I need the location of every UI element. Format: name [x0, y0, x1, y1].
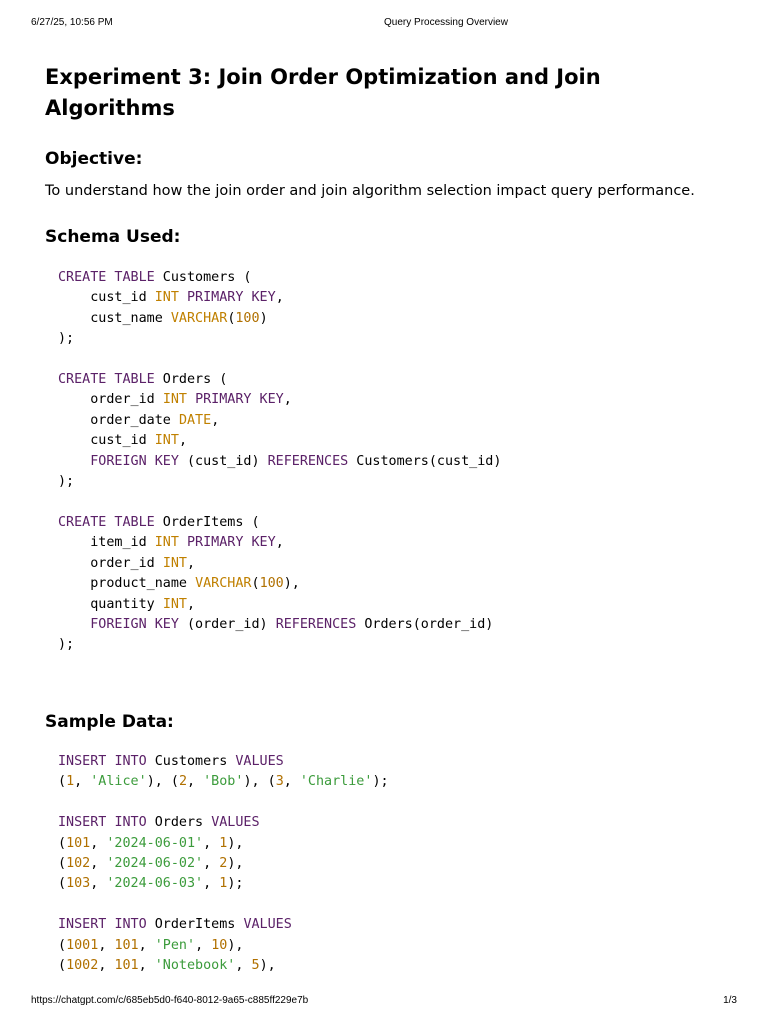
sql-text: ),: [283, 576, 300, 592]
sql-string: '2024-06-01': [106, 835, 204, 851]
sql-number: 1002: [66, 958, 99, 974]
sql-text: cust_id: [58, 433, 155, 449]
sql-keyword: INTO: [114, 815, 147, 831]
sql-text: Customers: [146, 754, 236, 769]
sql-text: item_id: [58, 535, 155, 551]
sql-text: );: [58, 331, 75, 347]
sql-type: INT: [154, 535, 179, 551]
sql-text: ,: [235, 958, 252, 974]
sql-text: (: [58, 835, 67, 851]
sql-number: 102: [66, 856, 91, 872]
sql-text: product_name: [58, 576, 196, 592]
sql-text: cust_name: [58, 310, 171, 326]
sql-text: (: [58, 774, 67, 790]
code-line: [58, 774, 389, 789]
page-title: Experiment 3: Join Order Optimization and Join Algorithms: [45, 65, 601, 120]
sql-text: ),: [227, 937, 244, 953]
sql-string: 'Bob': [203, 774, 244, 790]
sql-text: order_id: [58, 392, 163, 408]
sql-text: Orders (: [154, 372, 228, 388]
sql-text: ,: [203, 876, 220, 892]
sql-string: 'Alice': [90, 774, 147, 790]
sql-text: (: [58, 958, 67, 974]
sql-number: 1001: [66, 937, 99, 953]
sql-text: (: [58, 856, 67, 872]
code-line: [58, 454, 501, 469]
code-line: [58, 917, 292, 932]
sql-keyword: PRIMARY KEY: [187, 290, 276, 306]
sql-text: ,: [98, 958, 115, 974]
sql-text: );: [58, 637, 75, 653]
sql-text: [179, 290, 187, 305]
sql-keyword: VALUES: [211, 815, 260, 831]
sql-type: INT: [162, 596, 187, 612]
sql-text: );: [372, 774, 389, 790]
sql-text: ,: [90, 876, 107, 892]
code-line: [58, 311, 268, 326]
sql-number: 10: [211, 937, 228, 953]
sql-string: '2024-06-03': [106, 876, 204, 892]
sql-text: ,: [138, 958, 155, 974]
sql-text: [58, 454, 90, 469]
sql-number: 5: [251, 958, 260, 974]
sql-keyword: PRIMARY KEY: [187, 535, 276, 551]
code-line: [58, 413, 219, 428]
page-number: 1/3: [723, 995, 737, 1006]
code-line: [58, 433, 187, 448]
sql-text: [179, 535, 187, 550]
sql-number: 2: [219, 856, 228, 872]
sql-text: ), (: [243, 774, 276, 790]
sql-text: ,: [283, 774, 300, 790]
code-line: [58, 392, 292, 407]
code-line: [58, 372, 227, 387]
code-line: [58, 815, 260, 830]
sql-text: order_date: [58, 412, 179, 428]
sql-text: ,: [187, 555, 196, 571]
code-line: [58, 290, 284, 305]
sql-text: ,: [138, 937, 155, 953]
sql-keyword: INSERT: [58, 754, 107, 769]
sql-keyword: FOREIGN KEY: [90, 453, 179, 469]
sql-type: VARCHAR: [170, 310, 228, 326]
sql-keyword: VALUES: [235, 754, 284, 769]
sql-number: 100: [235, 310, 260, 326]
sql-text: ,: [178, 433, 187, 449]
sql-text: );: [58, 474, 75, 490]
sample-data-code-block: [58, 752, 389, 976]
code-line: [58, 876, 243, 891]
sql-text: (: [227, 310, 236, 326]
sql-text: ),: [259, 958, 276, 974]
document-body: [45, 62, 725, 974]
sql-keyword: INTO: [114, 754, 147, 769]
sql-text: ),: [227, 835, 244, 851]
sql-type: DATE: [178, 412, 212, 428]
sql-keyword: FOREIGN KEY: [90, 616, 179, 632]
sql-type: INT: [154, 433, 179, 449]
sql-number: 1: [219, 876, 228, 892]
sql-keyword: CREATE TABLE: [58, 270, 155, 285]
sql-number: 3: [275, 774, 284, 790]
sql-keyword: CREATE TABLE: [58, 372, 155, 388]
sql-text: (: [58, 937, 67, 953]
schema-code-block: [58, 268, 501, 656]
sql-text: (cust_id): [178, 453, 268, 469]
sql-text: OrderItems: [146, 917, 244, 933]
sql-text: Customers(cust_id): [348, 453, 502, 469]
sql-number: 101: [114, 958, 139, 974]
sql-text: ), (: [146, 774, 179, 790]
sql-text: ,: [187, 596, 196, 612]
print-url: https://chatgpt.com/c/685eb5d0-f640-8012-9a65-c885ff229e7b: [31, 995, 309, 1006]
sql-keyword: INSERT: [58, 815, 107, 831]
print-doc-title: Query Processing Overview: [384, 17, 508, 28]
sql-text: ,: [98, 937, 115, 953]
sql-keyword: VALUES: [243, 917, 292, 933]
sql-number: 103: [66, 876, 91, 892]
sql-text: ,: [187, 774, 204, 790]
sql-number: 1: [219, 835, 228, 851]
sql-keyword: REFERENCES: [275, 616, 357, 632]
code-line: [58, 597, 195, 612]
sql-type: INT: [154, 290, 179, 306]
code-line: [58, 958, 276, 973]
sql-type: VARCHAR: [195, 576, 252, 592]
sql-text: ,: [275, 535, 284, 551]
sql-text: Orders: [146, 815, 212, 831]
sql-keyword: INSERT: [58, 917, 107, 933]
sql-text: );: [227, 876, 244, 892]
code-line: [58, 331, 74, 346]
sql-text: quantity: [58, 596, 163, 612]
print-datetime: 6/27/25, 10:56 PM: [31, 17, 113, 28]
sql-text: (: [58, 876, 67, 892]
sql-number: 101: [66, 835, 91, 851]
sql-type: INT: [162, 392, 187, 408]
code-line: [58, 474, 74, 489]
sql-text: ,: [211, 412, 220, 428]
sql-text: ,: [90, 856, 107, 872]
sql-text: order_id: [58, 555, 163, 571]
sql-text: (: [251, 576, 260, 592]
sql-text: [187, 392, 195, 407]
schema-heading: Schema Used:: [45, 227, 181, 247]
sql-type: INT: [162, 555, 187, 571]
code-line: [58, 856, 243, 871]
sql-text: OrderItems (: [154, 514, 260, 530]
code-line: [58, 938, 243, 953]
code-line: [58, 535, 284, 550]
code-line: [58, 617, 493, 632]
sql-text: ): [259, 310, 268, 326]
code-line: [58, 836, 243, 851]
objective-heading: Objective:: [45, 149, 143, 169]
sql-text: ,: [203, 856, 220, 872]
sql-keyword: PRIMARY KEY: [195, 392, 284, 408]
sql-string: 'Notebook': [154, 958, 236, 974]
code-line: [58, 637, 74, 652]
sql-string: 'Charlie': [299, 774, 373, 790]
sql-text: ,: [283, 392, 292, 408]
sql-text: cust_id: [58, 290, 155, 306]
code-line: [58, 754, 284, 769]
sql-text: ,: [203, 835, 220, 851]
sql-number: 1: [66, 774, 75, 790]
sql-text: Orders(order_id): [356, 616, 494, 632]
sql-number: 100: [259, 576, 284, 592]
sql-string: 'Pen': [154, 937, 196, 953]
sql-number: 2: [178, 774, 187, 790]
sql-text: ),: [227, 856, 244, 872]
sql-keyword: INTO: [114, 917, 147, 933]
sql-keyword: REFERENCES: [267, 453, 349, 469]
sql-number: 101: [114, 937, 139, 953]
sql-keyword: CREATE TABLE: [58, 514, 155, 530]
code-line: [58, 515, 260, 530]
sql-text: ,: [74, 774, 91, 790]
code-line: [58, 556, 195, 571]
objective-text: To understand how the join order and join algorithm selection impact query performance.: [45, 183, 695, 199]
sql-text: Customers (: [154, 270, 252, 285]
sql-text: ,: [90, 835, 107, 851]
sql-text: [58, 617, 90, 632]
sql-text: ,: [275, 290, 284, 306]
sample-data-heading: Sample Data:: [45, 712, 174, 732]
code-line: [58, 576, 300, 591]
sql-text: (order_id): [178, 616, 276, 632]
code-line: [58, 270, 252, 285]
sql-text: ,: [195, 937, 212, 953]
sql-string: '2024-06-02': [106, 856, 204, 872]
